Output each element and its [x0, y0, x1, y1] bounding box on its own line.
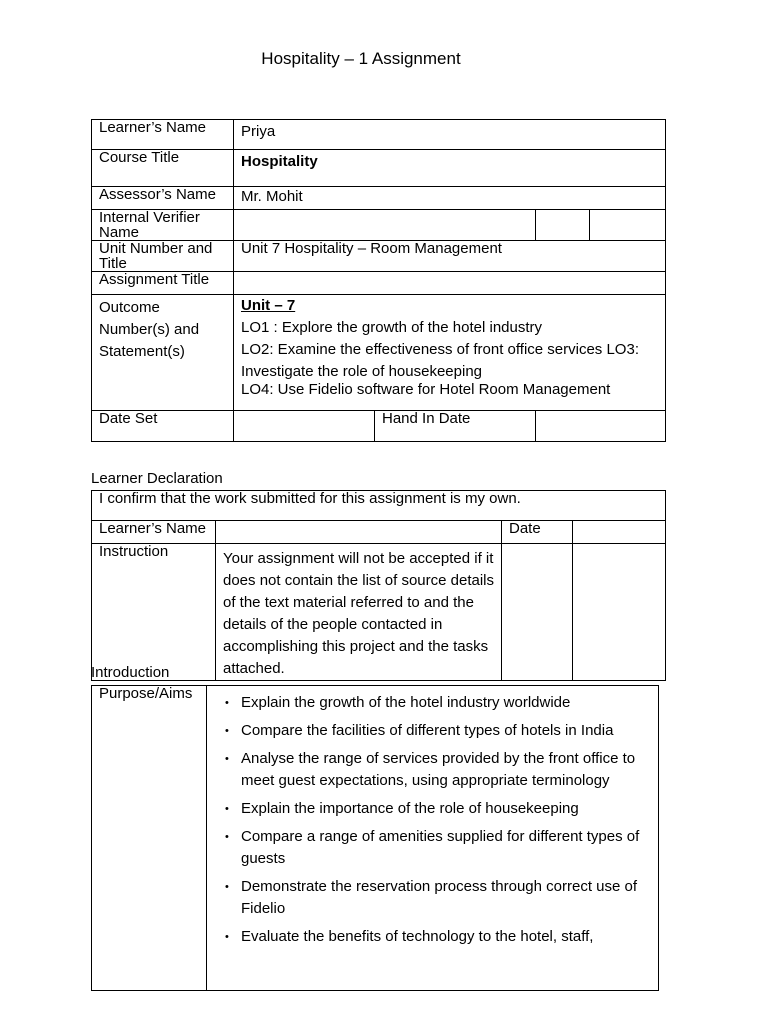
aims-list: [211, 692, 654, 948]
outcome-label: Outcome Number(s) and Statement(s): [92, 295, 234, 411]
aim-item: • Compare the facilities of different types of hotels in India: [225, 720, 654, 742]
instruction-box-1: [502, 544, 573, 681]
declaration-statement: I confirm that the work submitted for this assignment is my own.: [92, 491, 666, 521]
introduction-heading: Introduction: [91, 664, 170, 681]
aim-item: • Explain the growth of the hotel industry worldwide: [225, 692, 654, 714]
aim-item: • Demonstrate the reservation process through correct use of Fidelio: [225, 876, 654, 920]
date-set-value: [234, 411, 375, 442]
assignment-details-table: [91, 119, 666, 442]
instruction-box-2: [573, 544, 666, 681]
assignment-title-value: [234, 272, 666, 295]
lo4-statement: LO4: Use Fidelio software for Hotel Room Management: [241, 381, 611, 398]
date-set-label: Date Set: [92, 411, 234, 442]
learner-name-value: Priya: [234, 120, 666, 150]
verifier-label: Internal Verifier Name: [92, 210, 234, 241]
instruction-label: Instruction: [92, 544, 216, 681]
document-title: Hospitality – 1 Assignment: [261, 49, 461, 68]
declaration-learner-label: Learner’s Name: [92, 521, 216, 544]
aims-cell: [207, 686, 659, 991]
course-title-value: Hospitality: [234, 150, 666, 187]
learner-name-label: Learner’s Name: [92, 120, 234, 150]
declaration-learner-value: [216, 521, 502, 544]
course-title-label: Course Title: [92, 150, 234, 187]
declaration-date-label: Date: [502, 521, 573, 544]
lo2-statement: LO2: Examine the effectiveness of front office services LO3: Investigate the role of housekeeping: [241, 341, 639, 380]
aim-item: • Analyse the range of services provided by the front office to meet guest expectations, using appropriate terminology: [225, 748, 654, 792]
instruction-text: Your assignment will not be accepted if it does not contain the list of source details of the text material referred to and the details of the people contacted in accomplishing this project and the tasks attached.: [216, 544, 502, 681]
verifier-box-2: [590, 210, 666, 241]
assessor-value: Mr. Mohit: [234, 187, 666, 210]
unit-heading: Unit – 7: [241, 297, 296, 314]
declaration-table: [91, 490, 666, 681]
unit-value: Unit 7 Hospitality – Room Management: [234, 241, 666, 272]
purpose-aims-label: Purpose/Aims: [92, 686, 207, 991]
unit-label: Unit Number and Title: [92, 241, 234, 272]
hand-in-label: Hand In Date: [375, 411, 536, 442]
learner-declaration-heading: Learner Declaration: [91, 470, 223, 487]
assessor-label: Assessor’s Name: [92, 187, 234, 210]
verifier-value: [234, 210, 536, 241]
verifier-box-1: [536, 210, 590, 241]
hand-in-value: [536, 411, 666, 442]
assignment-title-label: Assignment Title: [92, 272, 234, 295]
aim-item: • Evaluate the benefits of technology to the hotel, staff,: [225, 926, 654, 948]
aim-item: • Compare a range of amenities supplied for different types of guests: [225, 826, 654, 870]
introduction-table: [91, 685, 659, 991]
lo1-statement: LO1 : Explore the growth of the hotel industry: [241, 319, 543, 336]
declaration-date-value: [573, 521, 666, 544]
outcome-statements: [234, 295, 666, 411]
aim-item: • Explain the importance of the role of housekeeping: [225, 798, 654, 820]
